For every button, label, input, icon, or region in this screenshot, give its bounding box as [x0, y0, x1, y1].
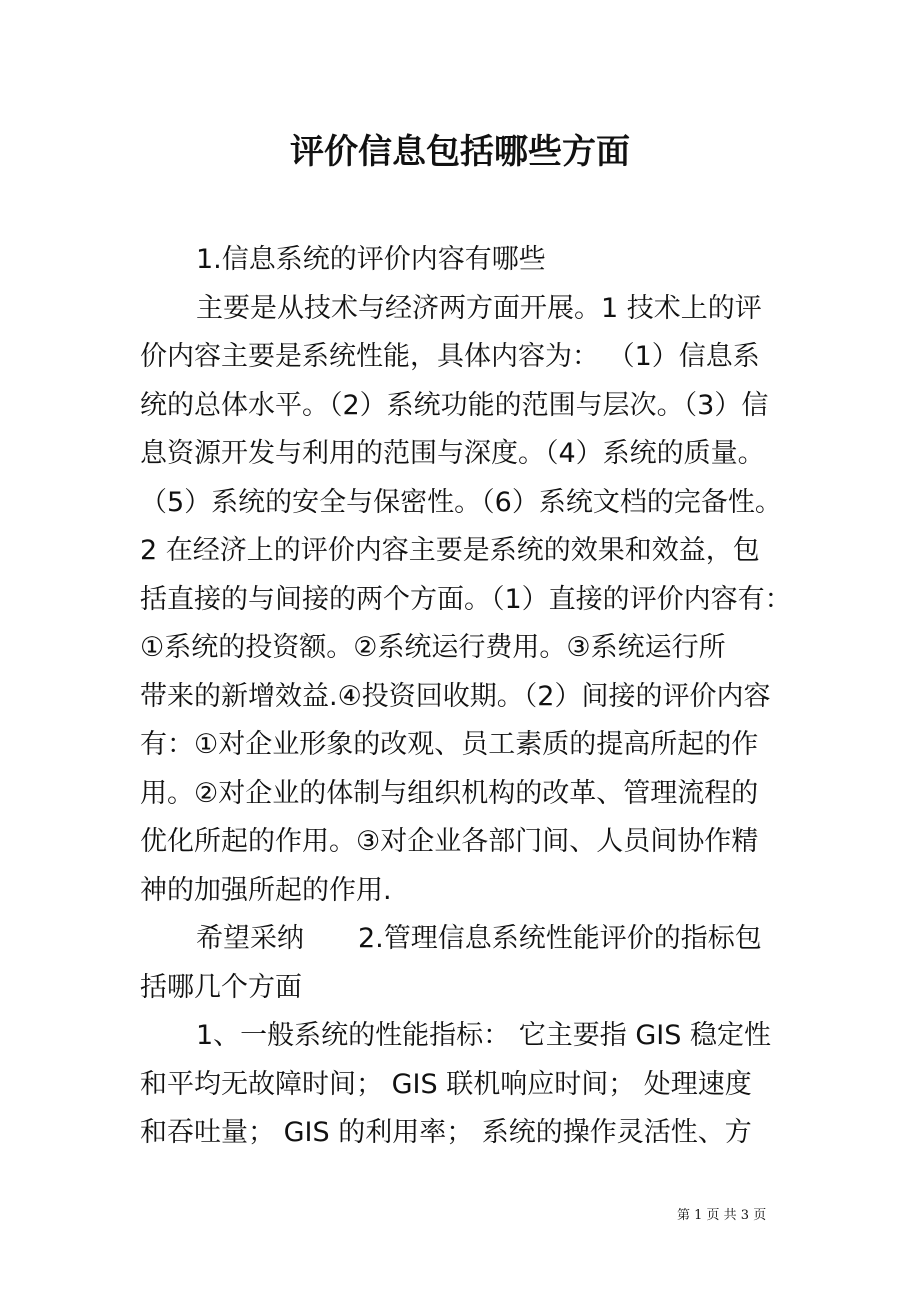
body-line: 带来的新增效益.④投资回收期。（2）间接的评价内容 [140, 680, 771, 712]
body-line: 主要是从技术与经济两方面开展。1 技术上的评 [196, 292, 762, 324]
body-line: 和吞吐量； GIS 的利用率； 系统的操作灵活性、方 [140, 1117, 752, 1148]
body-line: 1、一般系统的性能指标： 它主要指 GIS 稳定性 [196, 1020, 771, 1051]
body-line: 有：①对企业形象的改观、员工素质的提高所起的作 [140, 729, 759, 760]
body-line: ①系统的投资额。②系统运行费用。③系统运行所 [140, 632, 726, 663]
body-line: 价内容主要是系统性能，具体内容为： （1）信息系 [140, 341, 760, 372]
page-number-footer: 第 1 页 共 3 页 [677, 1208, 767, 1223]
body-line: 神的加强所起的作用. [140, 874, 392, 906]
body-line: 和平均无故障时间； GIS 联机响应时间； 处理速度 [140, 1068, 752, 1100]
body-line: 希望采纳 2.管理信息系统性能评价的指标包 [196, 923, 762, 954]
body-line: 1.信息系统的评价内容有哪些 [196, 244, 546, 275]
body-line: 统的总体水平。（2）系统功能的范围与层次。（3）信 [140, 389, 769, 421]
body-line: 2 在经济上的评价内容主要是系统的效果和效益，包 [140, 535, 760, 566]
document-title: 评价信息包括哪些方面 [290, 132, 630, 172]
body-line: 优化所起的作用。③对企业各部门间、人员间协作精 [140, 826, 759, 857]
body-line: 用。②对企业的体制与组织机构的改革、管理流程的 [140, 777, 759, 809]
document-body [140, 236, 790, 1158]
body-line: 息资源开发与利用的范围与深度。（4）系统的质量。 [140, 438, 765, 469]
body-line: 括哪几个方面 [140, 971, 302, 1003]
body-line: （5）系统的安全与保密性。（6）系统文档的完备性。 [140, 486, 782, 518]
body-line: 括直接的与间接的两个方面。（1）直接的评价内容有： [140, 583, 792, 615]
